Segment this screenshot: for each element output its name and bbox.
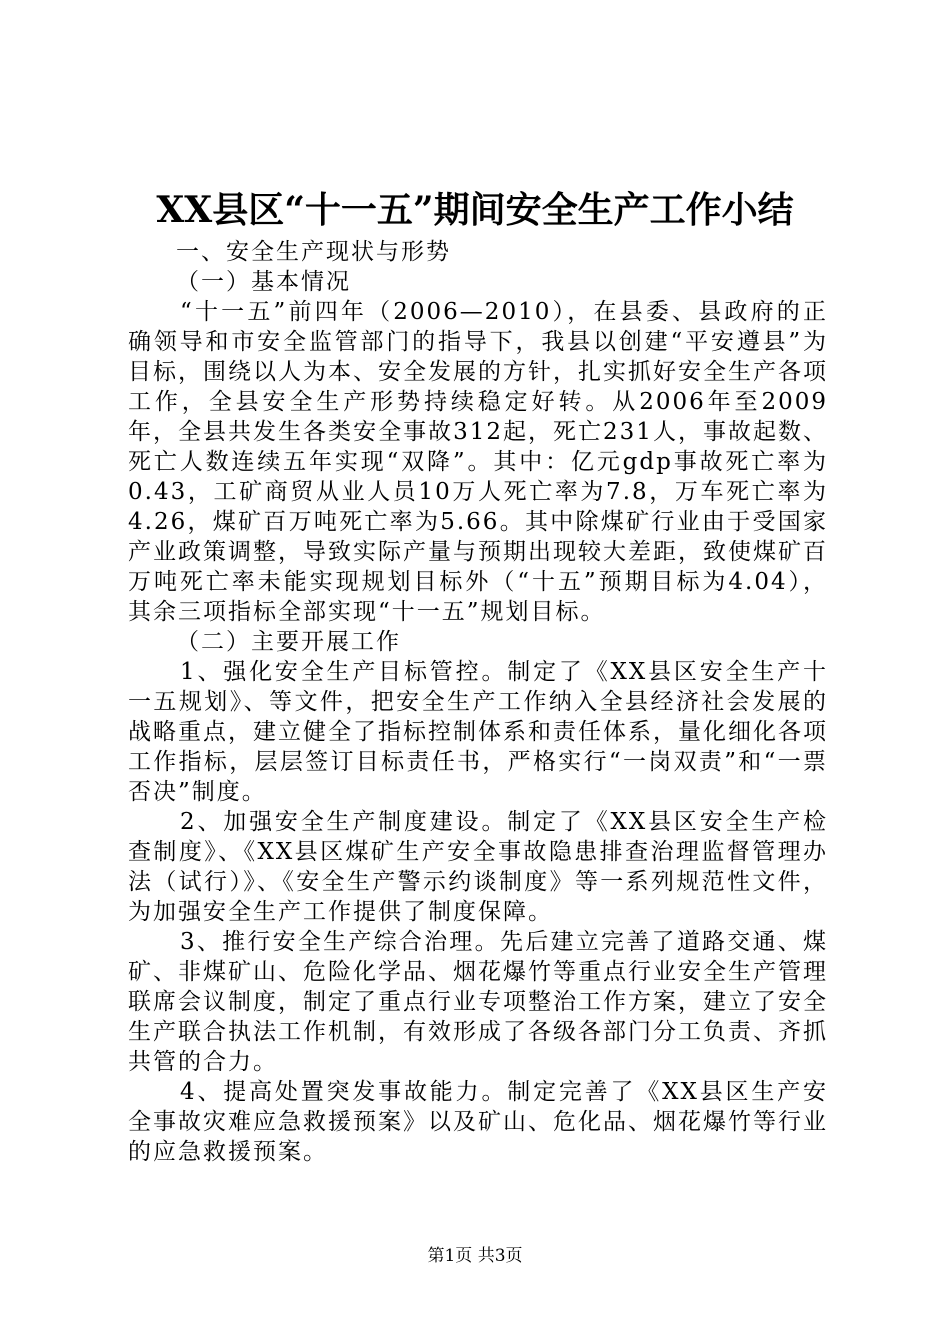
paragraph: 3、推行安全生产综合治理。先后建立完善了道路交通、煤矿、非煤矿山、危险化学品、烟花爆竹等重点行业安全生产管理联席会议制度，制定了重点行业专项整治工作方案，建立了安全生产联合执法工作机制，有效形成了各级各部门分工负责、齐抓共管的合力。	[128, 929, 828, 1075]
document-body	[128, 237, 828, 1167]
subsection-heading: （二）主要开展工作	[176, 629, 401, 655]
document-title: XX县区“十一五”期间安全生产工作小结	[156, 189, 794, 231]
section-heading: 一、安全生产现状与形势	[176, 239, 451, 265]
paragraph: “十一五”前四年（2006—2010），在县委、县政府的正确领导和市安全监管部门的指导下，我县以创建“平安遵县”为目标，围绕以人为本、安全发展的方针，扎实抓好安全生产各项工作，全县安全生产形势持续稳定好转。从2006年至2009年，全县共发生各类安全事故312起，死亡231人，事故起数、死亡人数连续五年实现“双降”。其中：亿元gdp事故死亡率为0.43，工矿商贸从业人员10万人死亡率为7.8，万车死亡率为4.26，煤矿百万吨死亡率为5.66。其中除煤矿行业由于受国家产业政策调整，导致实际产量与预期出现较大差距，致使煤矿百万吨死亡率未能实现规划目标外（“十五”预期目标为4.04），其余三项指标全部实现“十一五”规划目标。	[128, 299, 828, 625]
subsection-heading: （一）基本情况	[176, 269, 351, 295]
page-number-footer: 第1页 共3页	[427, 1246, 523, 1266]
paragraph: 1、强化安全生产目标管控。制定了《XX县区安全生产十一五规划》、等文件，把安全生产工作纳入全县经济社会发展的战略重点，建立健全了指标控制体系和责任体系，量化细化各项工作指标，层层签订目标责任书，严格实行“一岗双责”和“一票否决”制度。	[128, 659, 828, 805]
paragraph: 2、加强安全生产制度建设。制定了《XX县区安全生产检查制度》、《XX县区煤矿生产安全事故隐患排查治理监督管理办法（试行）》、《安全生产警示约谈制度》等一系列规范性文件，为加强安全生产工作提供了制度保障。	[128, 809, 828, 925]
paragraph: 4、提高处置突发事故能力。制定完善了《XX县区生产安全事故灾难应急救援预案》以及矿山、危化品、烟花爆竹等行业的应急救援预案。	[128, 1079, 828, 1165]
